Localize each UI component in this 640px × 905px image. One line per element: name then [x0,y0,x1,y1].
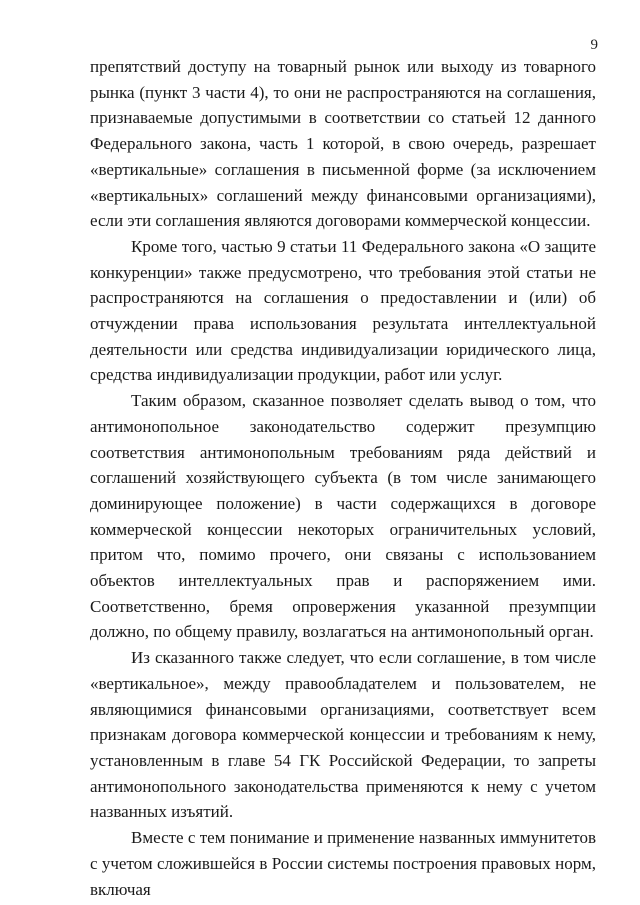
paragraph-continuation: препятствий доступу на товарный рынок или выходу из товарного рынка (пункт 3 части 4), то они не распространяются на соглашения, признаваемые допустимыми в соответствии со статьей 12 данного Федерального закона, часть 1 которой, в свою очередь, разрешает «вертикальные» соглашения в письменной форме (за исключением «вертикальных» соглашений между финансовыми организациями), если эти соглашения являются договорами коммерческой концессии. [90,57,596,231]
page-number: 9 [590,37,598,53]
paragraph: Из сказанного также следует, что если соглашение, в том числе «вертикальное», между правообладателем и пользователем, не являющимися финансовыми организациями, соответствует всем признакам договора коммерческой концессии и требованиям к нему, установленным в главе 54 ГК Российской Федерации, то запреты антимонопольного законодательства применяются к нему с учетом названных изъятий. [90,648,596,822]
document-body [90,54,596,902]
paragraph: Вместе с тем понимание и применение названных иммунитетов с учетом сложившейся в России системы построения правовых норм, включая [90,828,596,899]
paragraph: Кроме того, частью 9 статьи 11 Федерального закона «О защите конкуренции» также предусмотрено, что требования этой статьи не распространяются на соглашения о предоставлении и (или) об отчуждении права использования результата интеллектуальной деятельности или средства индивидуализации юридического лица, средства индивидуализации продукции, работ или услуг. [90,236,596,385]
paragraph: Таким образом, сказанное позволяет сделать вывод о том, что антимонопольное законодательство содержит презумпцию соответствия антимонопольным требованиям ряда действий и соглашений хозяйствующего субъекта (в том числе занимающего доминирующее положение) в части содержащихся в договоре коммерческой концессии некоторых ограничительных условий, притом что, помимо прочего, они связаны с использованием объектов интеллектуальных прав и распоряжением ими. Соответственно, бремя опровержения указанной презумпции должно, по общему правилу, возлагаться на антимонопольный орган. [90,391,596,642]
